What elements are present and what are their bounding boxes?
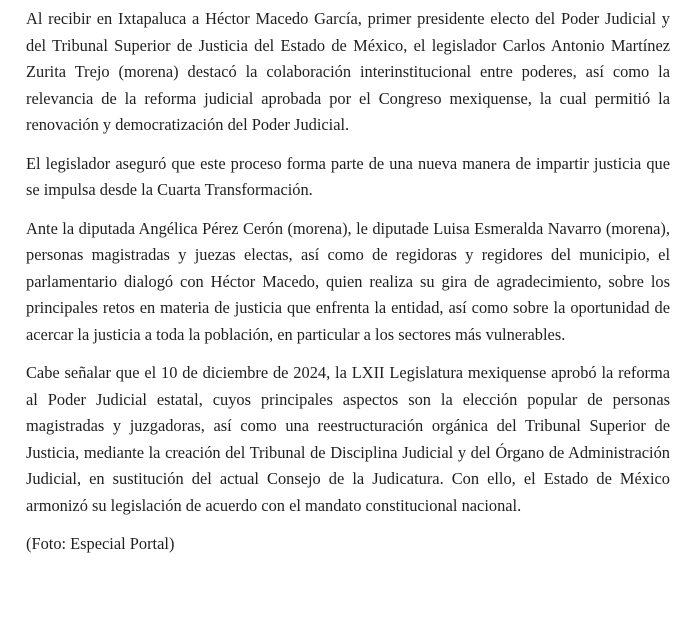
- paragraph-4: Cabe señalar que el 10 de diciembre de 2024, la LXII Legislatura mexiquense aprobó la reforma al Poder Judicial estatal, cuyos principales aspectos son la elección popular de personas magistradas y juzgadoras, así como una reestructuración orgánica del Tribunal Superior de Justicia, mediante la creación del Tribunal de Disciplina Judicial y del Órgano de Administración Judicial, en sustitución del actual Consejo de la Judicatura. Con ello, el Estado de México armonizó su legislación de acuerdo con el mandato constitucional nacional.: [26, 363, 670, 515]
- paragraph-3: Ante la diputada Angélica Pérez Cerón (morena), le diputade Luisa Esmeralda Navarro (morena), personas magistradas y juezas electas, así como de regidoras y regidores del municipio, el parlamentario dialogó con Héctor Macedo, quien realiza su gira de agradecimiento, sobre los principales retos en materia de justicia que enfrenta la entidad, así como sobre la oportunidad de acercar la justicia a toda la población, en particular a los sectores más vulnerables.: [26, 218, 670, 344]
- photo-credit: (Foto: Especial Portal): [26, 534, 175, 553]
- paragraph-2: El legislador aseguró que este proceso forma parte de una nueva manera de impartir justicia que se impulsa desde la Cuarta Transformación.: [26, 153, 670, 199]
- paragraph-1: Al recibir en Ixtapaluca a Héctor Macedo García, primer presidente electo del Poder Judicial y del Tribunal Superior de Justicia del Estado de México, el legislador Carlos Antonio Martínez Zurita Trejo (morena) destacó la colaboración interinstitucional entre poderes, así como la relevancia de la reforma judicial aprobada por el Congreso mexiquense, la cual permitió la renovación y democratización del Poder Judicial.: [26, 9, 670, 134]
